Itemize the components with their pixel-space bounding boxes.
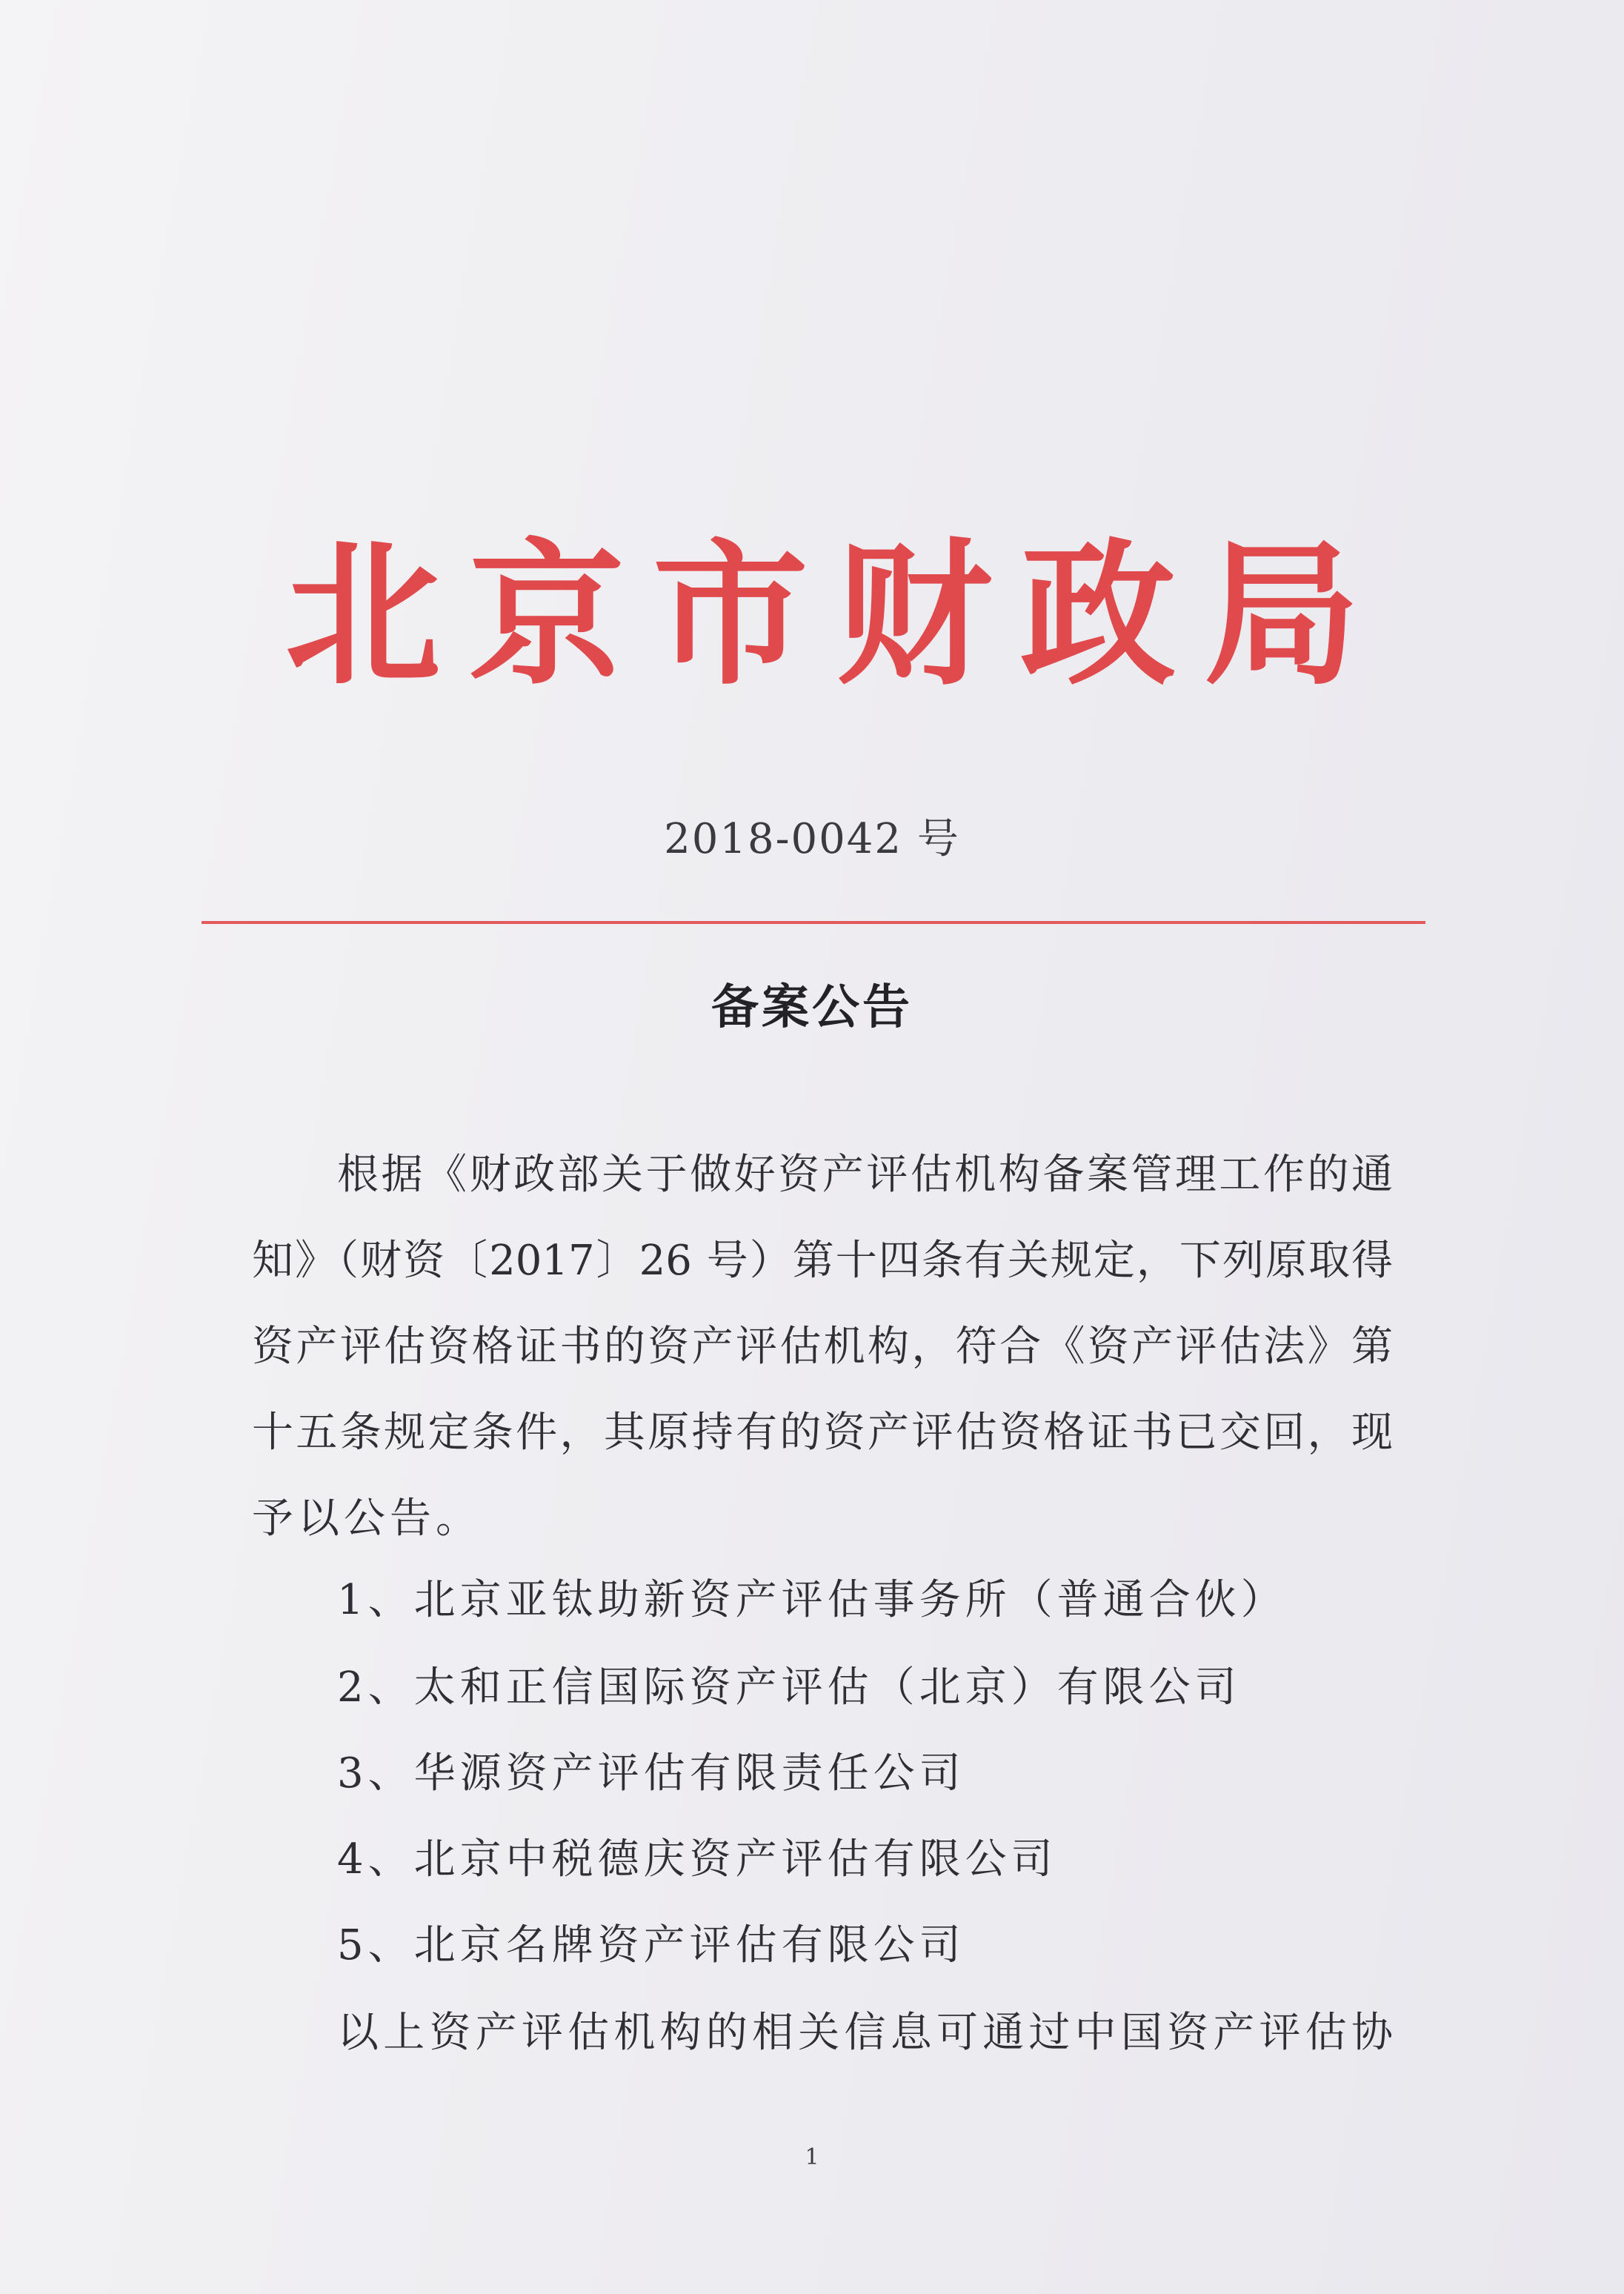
paragraph-line: 知》（财资〔2017〕26 号）第十四条有关规定，下列原取得 [252,1237,1393,1285]
list-item: 2、太和正信国际资产评估（北京）有限公司 [337,1663,1241,1712]
closing-line: 以上资产评估机构的相关信息可通过中国资产评估协 [337,2009,1393,2057]
list-item: 5、北京名牌资产评估有限公司 [337,1921,965,1969]
list-item: 4、北京中税德庆资产评估有限公司 [337,1835,1057,1884]
document-number: 2018-0042 号 [664,815,960,863]
red-divider-line [202,921,1425,924]
masthead-char: 北 [285,523,442,706]
paragraph-line: 根据《财政部关于做好资产评估机构备案管理工作的通 [337,1151,1393,1199]
paragraph-line: 予以公告。 [252,1495,482,1543]
notice-title: 备案公告 [711,980,913,1035]
page-number: 1 [805,2144,819,2170]
masthead-char: 政 [1019,523,1176,706]
agency-masthead [285,519,1360,711]
list-item: 1、北京亚钛助新资产评估事务所（普通合伙） [337,1576,1287,1624]
list-item: 3、华源资产评估有限责任公司 [337,1749,965,1798]
masthead-char: 京 [468,523,625,706]
paragraph-line: 十五条规定条件，其原持有的资产评估资格证书已交回，现 [252,1409,1393,1457]
masthead-char: 市 [652,523,808,706]
masthead-char: 局 [1203,523,1360,706]
masthead-char: 财 [836,523,992,706]
paragraph-line: 资产评估资格证书的资产评估机构，符合《资产评估法》第 [252,1323,1393,1371]
